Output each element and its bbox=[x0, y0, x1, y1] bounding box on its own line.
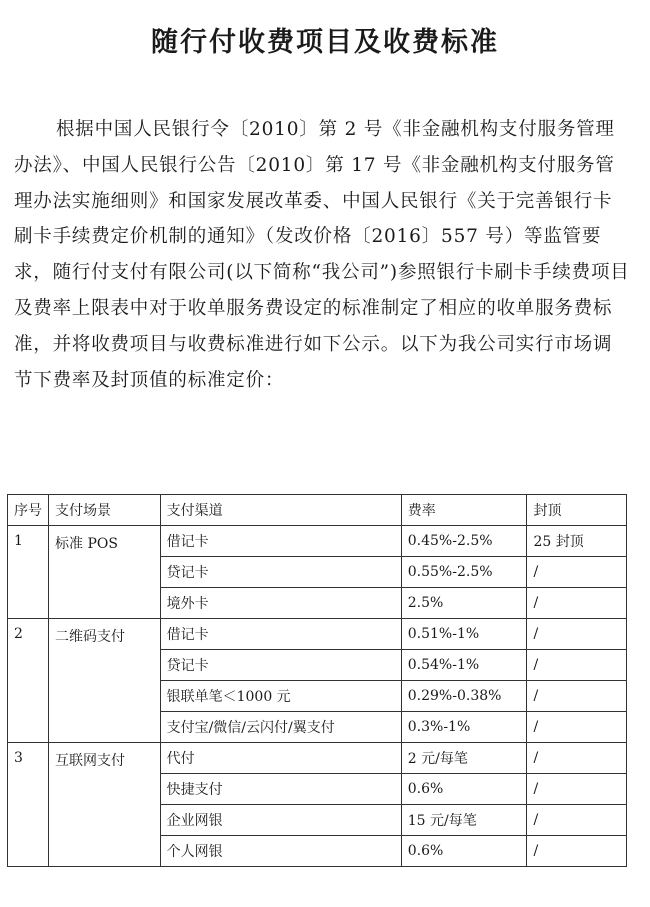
fee-table bbox=[7, 494, 627, 867]
channel-cell: 银联单笔＜1000 元 bbox=[160, 681, 401, 712]
cap-cell: / bbox=[527, 712, 627, 743]
channel-cell: 快捷支付 bbox=[160, 774, 401, 805]
rate-cell: 0.54%-1% bbox=[401, 650, 527, 681]
channel-cell: 支付宝/微信/云闪付/翼支付 bbox=[160, 712, 401, 743]
cap-cell: / bbox=[527, 681, 627, 712]
header-scene: 支付场景 bbox=[49, 495, 161, 526]
channel-cell: 企业网银 bbox=[160, 805, 401, 836]
channel-cell: 贷记卡 bbox=[160, 557, 401, 588]
group-no: 2 bbox=[8, 619, 49, 743]
group-no: 3 bbox=[8, 743, 49, 867]
header-rate: 费率 bbox=[401, 495, 527, 526]
intro-text: 根据中国人民银行令〔2010〕第 2 号《非金融机构支付服务管理办法》、中国人民银行公告〔2010〕第 17 号《非金融机构支付服务管理办法实施细则》和国家发展改革委、中国人民银行《关于完善银行卡刷卡手续费定价机制的通知》（发改价格〔2016〕557 号）等监管要求，随行付支付有限公司(以下简称“我公司”)参照银行卡刷卡手续费项目及费率上限表中对于收单服务费设定的标准制定了相应的收单服务费标准，并将收费项目与收费标准进行如下公示。以下为我公司实行市场调节下费率及封顶值的标准定价： bbox=[14, 119, 630, 391]
group-scene: 互联网支付 bbox=[49, 743, 161, 867]
rate-cell: 0.55%-2.5% bbox=[401, 557, 527, 588]
channel-cell: 个人网银 bbox=[160, 836, 401, 867]
cap-cell: / bbox=[527, 836, 627, 867]
channel-cell: 借记卡 bbox=[160, 526, 401, 557]
rate-cell: 0.3%-1% bbox=[401, 712, 527, 743]
intro-paragraph bbox=[14, 112, 630, 398]
channel-cell: 境外卡 bbox=[160, 588, 401, 619]
cap-cell: 25 封顶 bbox=[527, 526, 627, 557]
rate-cell: 0.6% bbox=[401, 836, 527, 867]
rate-cell: 0.6% bbox=[401, 774, 527, 805]
header-no: 序号 bbox=[8, 495, 49, 526]
rate-cell: 0.45%-2.5% bbox=[401, 526, 527, 557]
table-header-row bbox=[8, 495, 627, 526]
channel-cell: 贷记卡 bbox=[160, 650, 401, 681]
table-row bbox=[8, 743, 627, 774]
channel-cell: 代付 bbox=[160, 743, 401, 774]
rate-cell: 15 元/每笔 bbox=[401, 805, 527, 836]
table-row bbox=[8, 619, 627, 650]
group-scene: 二维码支付 bbox=[49, 619, 161, 743]
cap-cell: / bbox=[527, 619, 627, 650]
header-cap: 封顶 bbox=[527, 495, 627, 526]
header-channel: 支付渠道 bbox=[160, 495, 401, 526]
rate-cell: 0.51%-1% bbox=[401, 619, 527, 650]
cap-cell: / bbox=[527, 774, 627, 805]
cap-cell: / bbox=[527, 743, 627, 774]
cap-cell: / bbox=[527, 588, 627, 619]
rate-cell: 0.29%-0.38% bbox=[401, 681, 527, 712]
table-row bbox=[8, 526, 627, 557]
group-no: 1 bbox=[8, 526, 49, 619]
group-scene: 标准 POS bbox=[49, 526, 161, 619]
rate-cell: 2.5% bbox=[401, 588, 527, 619]
page-title: 随行付收费项目及收费标准 bbox=[151, 27, 499, 58]
cap-cell: / bbox=[527, 805, 627, 836]
rate-cell: 2 元/每笔 bbox=[401, 743, 527, 774]
channel-cell: 借记卡 bbox=[160, 619, 401, 650]
cap-cell: / bbox=[527, 650, 627, 681]
cap-cell: / bbox=[527, 557, 627, 588]
